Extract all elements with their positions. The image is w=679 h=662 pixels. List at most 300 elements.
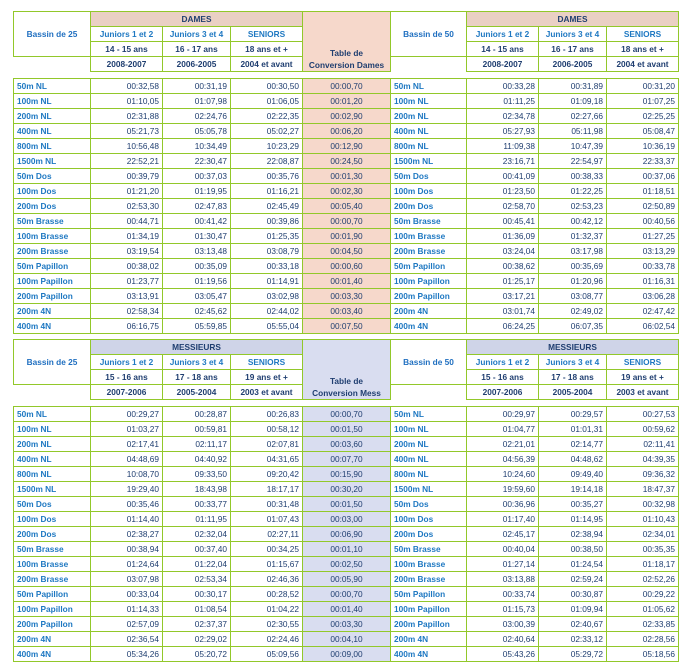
event-name: 200m Brasse xyxy=(14,572,91,587)
time-25m: 03:08,79 xyxy=(231,244,303,259)
time-25m: 02:17,41 xyxy=(91,437,163,452)
time-25m: 19:29,40 xyxy=(91,482,163,497)
event-name: 200m Brasse xyxy=(14,244,91,259)
pool-label-25: Bassin de 25 xyxy=(14,340,91,385)
category-years: 2007-2006 xyxy=(91,385,163,400)
time-50m: 02:45,17 xyxy=(467,527,539,542)
category-ages: 17 - 18 ans xyxy=(539,370,607,385)
time-50m: 22:33,37 xyxy=(607,154,679,169)
conversion-title xyxy=(303,12,391,72)
time-50m: 10:47,39 xyxy=(539,139,607,154)
table-row xyxy=(14,632,679,647)
event-name: 100m Brasse xyxy=(391,229,467,244)
conversion-value: 00:01,20 xyxy=(303,94,391,109)
conversion-value: 00:02,30 xyxy=(303,184,391,199)
table-row xyxy=(14,274,679,289)
time-25m: 00:30,17 xyxy=(163,587,231,602)
section-title-left: MESSIEURS xyxy=(91,340,303,355)
table-row xyxy=(14,229,679,244)
conversion-value: 00:12,90 xyxy=(303,139,391,154)
time-50m: 02:28,56 xyxy=(607,632,679,647)
time-25m: 00:44,71 xyxy=(91,214,163,229)
category-name: Juniors 3 et 4 xyxy=(163,355,231,370)
conversion-title-line1: Table de xyxy=(329,376,364,386)
event-name: 200m Dos xyxy=(14,527,91,542)
conversion-value: 00:01,40 xyxy=(303,602,391,617)
conversion-value: 00:24,50 xyxy=(303,154,391,169)
time-25m: 00:39,79 xyxy=(91,169,163,184)
time-25m: 00:31,48 xyxy=(231,497,303,512)
time-25m: 02:46,36 xyxy=(231,572,303,587)
time-50m: 01:23,50 xyxy=(467,184,539,199)
conversion-title-line1: Table de xyxy=(329,48,364,58)
time-25m: 01:30,47 xyxy=(163,229,231,244)
event-name: 50m Papillon xyxy=(14,587,91,602)
category-ages: 14 - 15 ans xyxy=(91,42,163,57)
time-50m: 02:58,70 xyxy=(467,199,539,214)
time-50m: 00:29,22 xyxy=(607,587,679,602)
event-name: 400m NL xyxy=(391,124,467,139)
category-ages: 17 - 18 ans xyxy=(163,370,231,385)
time-50m: 10:24,60 xyxy=(467,467,539,482)
time-25m: 02:45,49 xyxy=(231,199,303,214)
section-title-left: DAMES xyxy=(91,12,303,27)
table-row xyxy=(14,422,679,437)
time-25m: 02:31,88 xyxy=(91,109,163,124)
conversion-value: 00:02,50 xyxy=(303,557,391,572)
conversion-value: 00:01,50 xyxy=(303,422,391,437)
time-50m: 23:16,71 xyxy=(467,154,539,169)
event-name: 1500m NL xyxy=(391,154,467,169)
time-50m: 02:27,66 xyxy=(539,109,607,124)
time-50m: 00:36,96 xyxy=(467,497,539,512)
time-25m: 01:07,98 xyxy=(163,94,231,109)
event-name: 100m Papillon xyxy=(391,274,467,289)
time-50m: 01:07,25 xyxy=(607,94,679,109)
time-25m: 01:22,04 xyxy=(163,557,231,572)
time-50m: 00:33,28 xyxy=(467,79,539,94)
time-50m: 03:17,21 xyxy=(467,289,539,304)
table-row xyxy=(14,139,679,154)
event-name: 200m 4N xyxy=(391,304,467,319)
time-50m: 00:35,35 xyxy=(607,542,679,557)
time-25m: 00:35,46 xyxy=(91,497,163,512)
conversion-value: 00:00,70 xyxy=(303,79,391,94)
time-25m: 05:21,73 xyxy=(91,124,163,139)
time-25m: 02:57,09 xyxy=(91,617,163,632)
time-50m: 00:41,09 xyxy=(467,169,539,184)
section-title-right: DAMES xyxy=(467,12,679,27)
conversion-value: 00:00,70 xyxy=(303,214,391,229)
time-50m: 01:24,54 xyxy=(539,557,607,572)
time-25m: 01:23,77 xyxy=(91,274,163,289)
event-name: 100m NL xyxy=(14,422,91,437)
category-name: Juniors 1 et 2 xyxy=(467,355,539,370)
time-50m: 09:49,40 xyxy=(539,467,607,482)
time-25m: 03:02,98 xyxy=(231,289,303,304)
table-row xyxy=(14,482,679,497)
time-50m: 01:18,51 xyxy=(607,184,679,199)
time-50m: 01:16,31 xyxy=(607,274,679,289)
time-50m: 03:08,77 xyxy=(539,289,607,304)
conversion-value: 00:01,90 xyxy=(303,229,391,244)
table-row xyxy=(14,527,679,542)
event-name: 200m Papillon xyxy=(391,617,467,632)
table-row xyxy=(14,452,679,467)
conversion-value: 00:01,30 xyxy=(303,169,391,184)
time-50m: 01:14,95 xyxy=(539,512,607,527)
time-25m: 00:33,18 xyxy=(231,259,303,274)
time-50m: 02:11,41 xyxy=(607,437,679,452)
time-25m: 10:23,29 xyxy=(231,139,303,154)
event-name: 100m Papillon xyxy=(14,274,91,289)
time-50m: 01:25,17 xyxy=(467,274,539,289)
time-50m: 19:59,60 xyxy=(467,482,539,497)
table-row xyxy=(14,214,679,229)
conversion-value: 00:03,30 xyxy=(303,289,391,304)
time-50m: 02:34,78 xyxy=(467,109,539,124)
time-25m: 00:33,04 xyxy=(91,587,163,602)
category-ages: 18 ans et + xyxy=(231,42,303,57)
time-50m: 02:49,02 xyxy=(539,304,607,319)
table-row xyxy=(14,124,679,139)
time-50m: 03:24,04 xyxy=(467,244,539,259)
time-50m: 03:13,88 xyxy=(467,572,539,587)
time-25m: 03:13,48 xyxy=(163,244,231,259)
category-name: Juniors 3 et 4 xyxy=(539,355,607,370)
time-25m: 00:58,12 xyxy=(231,422,303,437)
time-25m: 03:19,54 xyxy=(91,244,163,259)
event-name: 100m NL xyxy=(391,422,467,437)
category-years: 2008-2007 xyxy=(467,57,539,72)
table-row xyxy=(14,617,679,632)
event-name: 200m Brasse xyxy=(391,572,467,587)
conversion-value: 00:03,60 xyxy=(303,437,391,452)
time-25m: 02:24,76 xyxy=(163,109,231,124)
event-name: 50m Papillon xyxy=(14,259,91,274)
event-name: 50m Brasse xyxy=(391,542,467,557)
time-50m: 04:39,35 xyxy=(607,452,679,467)
event-name: 200m Dos xyxy=(14,199,91,214)
pool-label-50: Bassin de 50 xyxy=(391,340,467,385)
time-25m: 00:33,77 xyxy=(163,497,231,512)
event-name: 400m 4N xyxy=(391,319,467,334)
time-25m: 05:34,26 xyxy=(91,647,163,662)
time-25m: 02:37,37 xyxy=(163,617,231,632)
event-name: 100m Brasse xyxy=(14,229,91,244)
time-50m: 02:33,12 xyxy=(539,632,607,647)
time-25m: 01:03,27 xyxy=(91,422,163,437)
table-row xyxy=(14,304,679,319)
category-ages: 15 - 16 ans xyxy=(467,370,539,385)
event-name: 50m Brasse xyxy=(14,214,91,229)
table-row xyxy=(14,94,679,109)
time-50m: 06:07,35 xyxy=(539,319,607,334)
time-50m: 00:29,97 xyxy=(467,407,539,422)
table-row xyxy=(14,109,679,124)
time-50m: 06:02,54 xyxy=(607,319,679,334)
time-25m: 02:27,11 xyxy=(231,527,303,542)
event-name: 400m NL xyxy=(14,452,91,467)
time-50m: 00:35,27 xyxy=(539,497,607,512)
category-name: Juniors 1 et 2 xyxy=(91,355,163,370)
event-name: 100m Brasse xyxy=(391,557,467,572)
time-25m: 05:05,78 xyxy=(163,124,231,139)
time-25m: 05:55,04 xyxy=(231,319,303,334)
event-name: 100m Papillon xyxy=(14,602,91,617)
time-50m: 01:18,17 xyxy=(607,557,679,572)
category-years: 2006-2005 xyxy=(539,57,607,72)
time-25m: 18:17,17 xyxy=(231,482,303,497)
time-25m: 00:32,58 xyxy=(91,79,163,94)
time-25m: 01:14,91 xyxy=(231,274,303,289)
event-name: 800m NL xyxy=(14,467,91,482)
time-50m: 03:17,98 xyxy=(539,244,607,259)
time-50m: 03:13,29 xyxy=(607,244,679,259)
time-50m: 01:17,40 xyxy=(467,512,539,527)
pool-label-25: Bassin de 25 xyxy=(14,12,91,57)
time-50m: 00:40,56 xyxy=(607,214,679,229)
event-name: 50m Dos xyxy=(391,497,467,512)
time-25m: 01:14,33 xyxy=(91,602,163,617)
conversion-value: 00:07,70 xyxy=(303,452,391,467)
time-25m: 00:37,03 xyxy=(163,169,231,184)
category-name: SENIORS xyxy=(231,355,303,370)
conversion-value: 00:07,50 xyxy=(303,319,391,334)
category-years: 2005-2004 xyxy=(539,385,607,400)
time-25m: 02:53,30 xyxy=(91,199,163,214)
category-ages: 19 ans et + xyxy=(231,370,303,385)
time-50m: 01:04,77 xyxy=(467,422,539,437)
event-name: 50m Papillon xyxy=(391,259,467,274)
time-25m: 00:34,25 xyxy=(231,542,303,557)
header-spacer xyxy=(14,385,91,400)
time-25m: 09:20,42 xyxy=(231,467,303,482)
conversion-title-line2: Conversion Dames xyxy=(308,60,385,70)
category-name: SENIORS xyxy=(231,27,303,42)
time-50m: 03:06,28 xyxy=(607,289,679,304)
gap-row xyxy=(14,400,679,407)
conversion-value: 00:02,90 xyxy=(303,109,391,124)
conversion-value: 00:05,90 xyxy=(303,572,391,587)
time-25m: 10:08,70 xyxy=(91,467,163,482)
time-50m: 11:09,38 xyxy=(467,139,539,154)
event-name: 50m Brasse xyxy=(14,542,91,557)
time-25m: 02:30,55 xyxy=(231,617,303,632)
time-50m: 00:59,62 xyxy=(607,422,679,437)
category-years: 2003 et avant xyxy=(231,385,303,400)
time-50m: 00:33,74 xyxy=(467,587,539,602)
time-50m: 00:38,62 xyxy=(467,259,539,274)
category-ages: 16 - 17 ans xyxy=(163,42,231,57)
table-row xyxy=(14,199,679,214)
time-50m: 02:14,77 xyxy=(539,437,607,452)
header-spacer xyxy=(14,57,91,72)
event-name: 200m Papillon xyxy=(14,617,91,632)
time-50m: 01:01,31 xyxy=(539,422,607,437)
time-50m: 01:05,62 xyxy=(607,602,679,617)
time-25m: 06:16,75 xyxy=(91,319,163,334)
event-name: 50m Dos xyxy=(14,169,91,184)
event-name: 100m Dos xyxy=(391,512,467,527)
header-spacer xyxy=(391,57,467,72)
time-25m: 04:48,69 xyxy=(91,452,163,467)
time-50m: 00:38,50 xyxy=(539,542,607,557)
category-ages: 16 - 17 ans xyxy=(539,42,607,57)
pool-label-50: Bassin de 50 xyxy=(391,12,467,57)
time-25m: 22:30,47 xyxy=(163,154,231,169)
time-25m: 02:29,02 xyxy=(163,632,231,647)
time-50m: 01:27,25 xyxy=(607,229,679,244)
event-name: 50m Brasse xyxy=(391,214,467,229)
time-25m: 04:31,65 xyxy=(231,452,303,467)
time-25m: 05:59,85 xyxy=(163,319,231,334)
time-50m: 01:09,18 xyxy=(539,94,607,109)
event-name: 50m NL xyxy=(391,79,467,94)
category-years: 2004 et avant xyxy=(231,57,303,72)
event-name: 200m 4N xyxy=(14,304,91,319)
table-row xyxy=(14,319,679,334)
event-name: 100m NL xyxy=(391,94,467,109)
time-50m: 02:50,89 xyxy=(607,199,679,214)
category-ages: 18 ans et + xyxy=(607,42,679,57)
time-25m: 03:05,47 xyxy=(163,289,231,304)
table-row xyxy=(14,467,679,482)
time-25m: 10:56,48 xyxy=(91,139,163,154)
time-25m: 01:10,05 xyxy=(91,94,163,109)
table-row xyxy=(14,497,679,512)
time-25m: 02:44,02 xyxy=(231,304,303,319)
conversion-value: 00:01,40 xyxy=(303,274,391,289)
event-name: 100m Dos xyxy=(14,512,91,527)
conversion-value: 00:06,90 xyxy=(303,527,391,542)
category-years: 2006-2005 xyxy=(163,57,231,72)
table-row xyxy=(14,557,679,572)
table-row xyxy=(14,437,679,452)
time-50m: 01:22,25 xyxy=(539,184,607,199)
event-name: 400m 4N xyxy=(14,319,91,334)
table-row xyxy=(14,79,679,94)
event-name: 50m NL xyxy=(14,407,91,422)
event-name: 100m Dos xyxy=(391,184,467,199)
table-row xyxy=(14,572,679,587)
conversion-title-line2: Conversion Mess xyxy=(312,388,381,398)
time-50m: 00:38,33 xyxy=(539,169,607,184)
time-50m: 10:36,19 xyxy=(607,139,679,154)
conversion-title xyxy=(303,340,391,400)
table-row xyxy=(14,647,679,662)
time-25m: 01:24,64 xyxy=(91,557,163,572)
time-50m: 02:53,23 xyxy=(539,199,607,214)
category-name: Juniors 3 et 4 xyxy=(539,27,607,42)
event-name: 400m NL xyxy=(391,452,467,467)
table-row xyxy=(14,184,679,199)
conversion-value: 00:30,20 xyxy=(303,482,391,497)
time-25m: 22:08,87 xyxy=(231,154,303,169)
time-25m: 22:52,21 xyxy=(91,154,163,169)
category-years: 2004 et avant xyxy=(607,57,679,72)
conversion-value: 00:05,40 xyxy=(303,199,391,214)
time-50m: 01:09,94 xyxy=(539,602,607,617)
time-50m: 02:34,01 xyxy=(607,527,679,542)
event-name: 1500m NL xyxy=(14,482,91,497)
time-50m: 04:48,62 xyxy=(539,452,607,467)
time-50m: 00:29,57 xyxy=(539,407,607,422)
time-50m: 05:43,26 xyxy=(467,647,539,662)
time-25m: 00:37,40 xyxy=(163,542,231,557)
time-50m: 02:38,94 xyxy=(539,527,607,542)
time-50m: 03:01,74 xyxy=(467,304,539,319)
time-25m: 18:43,98 xyxy=(163,482,231,497)
time-50m: 05:18,56 xyxy=(607,647,679,662)
time-25m: 01:07,43 xyxy=(231,512,303,527)
time-25m: 03:13,91 xyxy=(91,289,163,304)
event-name: 1500m NL xyxy=(14,154,91,169)
time-50m: 09:36,32 xyxy=(607,467,679,482)
time-50m: 00:31,89 xyxy=(539,79,607,94)
table-row xyxy=(14,169,679,184)
time-25m: 01:34,19 xyxy=(91,229,163,244)
conversion-value: 00:06,20 xyxy=(303,124,391,139)
dames-table xyxy=(13,11,679,334)
time-50m: 02:21,01 xyxy=(467,437,539,452)
time-50m: 00:37,06 xyxy=(607,169,679,184)
event-name: 50m Dos xyxy=(391,169,467,184)
conversion-value: 00:00,70 xyxy=(303,407,391,422)
time-50m: 18:47,37 xyxy=(607,482,679,497)
conversion-value: 00:04,50 xyxy=(303,244,391,259)
category-years: 2003 et avant xyxy=(607,385,679,400)
time-25m: 02:53,34 xyxy=(163,572,231,587)
event-name: 50m NL xyxy=(14,79,91,94)
time-50m: 00:30,87 xyxy=(539,587,607,602)
category-name: Juniors 1 et 2 xyxy=(467,27,539,42)
time-25m: 00:29,27 xyxy=(91,407,163,422)
time-50m: 01:15,73 xyxy=(467,602,539,617)
conversion-value: 00:09,00 xyxy=(303,647,391,662)
category-name: SENIORS xyxy=(607,27,679,42)
event-name: 200m NL xyxy=(391,109,467,124)
table-row xyxy=(14,259,679,274)
time-25m: 04:40,92 xyxy=(163,452,231,467)
time-50m: 02:40,64 xyxy=(467,632,539,647)
time-50m: 00:27,53 xyxy=(607,407,679,422)
event-name: 400m NL xyxy=(14,124,91,139)
table-row xyxy=(14,587,679,602)
time-25m: 01:15,67 xyxy=(231,557,303,572)
time-25m: 00:35,09 xyxy=(163,259,231,274)
time-25m: 02:45,62 xyxy=(163,304,231,319)
event-name: 400m 4N xyxy=(391,647,467,662)
time-50m: 00:42,12 xyxy=(539,214,607,229)
time-50m: 01:11,25 xyxy=(467,94,539,109)
time-50m: 22:54,97 xyxy=(539,154,607,169)
event-name: 100m Papillon xyxy=(391,602,467,617)
time-25m: 01:19,95 xyxy=(163,184,231,199)
table-row xyxy=(14,512,679,527)
time-25m: 02:24,46 xyxy=(231,632,303,647)
event-name: 400m 4N xyxy=(14,647,91,662)
category-ages: 15 - 16 ans xyxy=(91,370,163,385)
time-25m: 01:14,40 xyxy=(91,512,163,527)
time-25m: 00:26,83 xyxy=(231,407,303,422)
category-name: Juniors 1 et 2 xyxy=(91,27,163,42)
time-25m: 02:38,27 xyxy=(91,527,163,542)
gap-row xyxy=(14,72,679,79)
table-row xyxy=(14,542,679,557)
conversion-value: 00:04,10 xyxy=(303,632,391,647)
time-25m: 02:36,54 xyxy=(91,632,163,647)
